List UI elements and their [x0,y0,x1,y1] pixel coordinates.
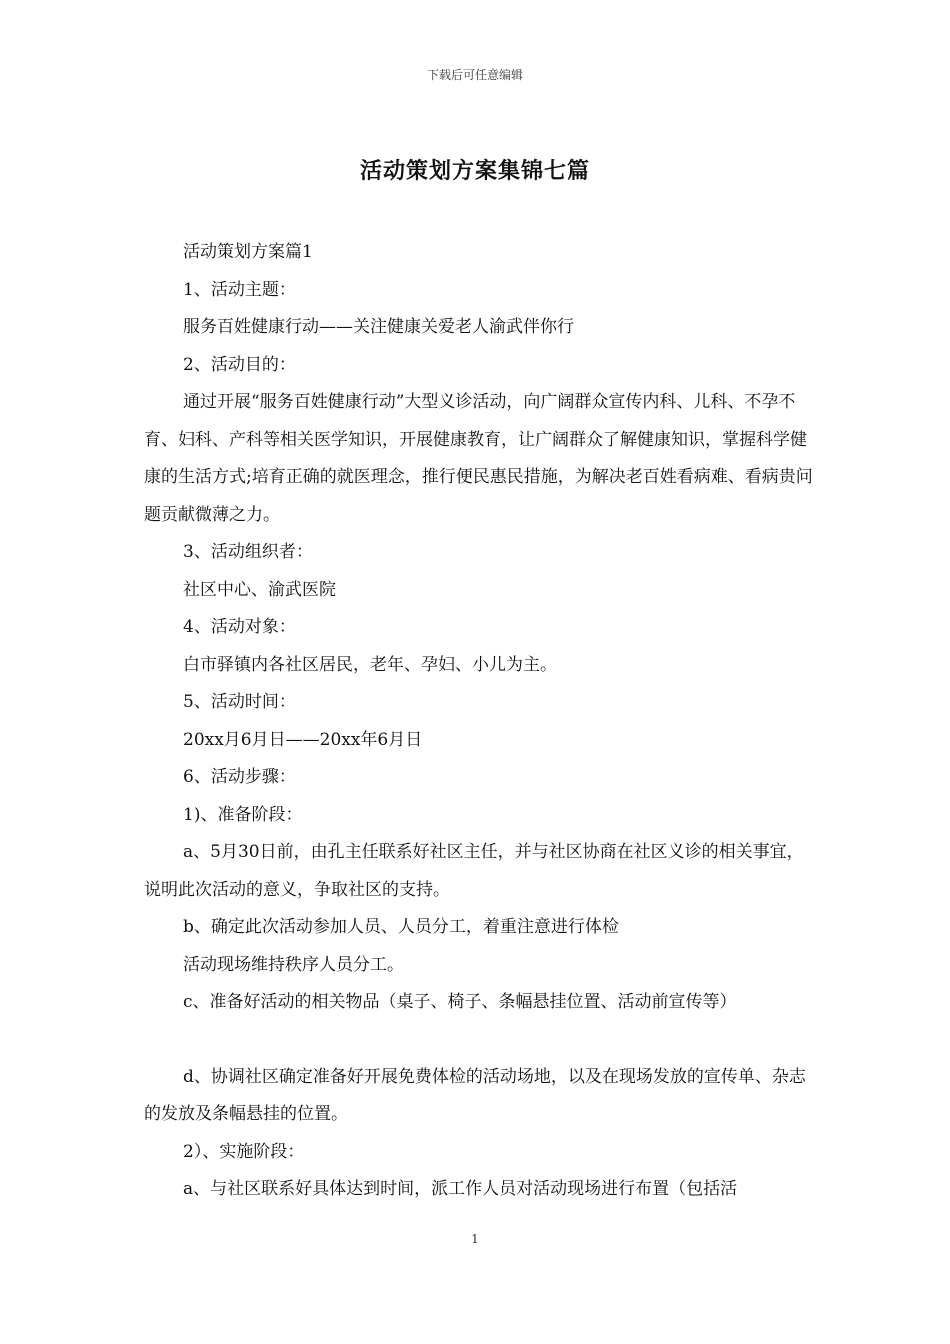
paragraph: 2）、实施阶段： [183,1141,305,1162]
paragraph: 3、活动组织者： [183,542,313,562]
paragraph: b、确定此次活动参加人员、人员分工，着重注意进行体检 [183,917,619,937]
document-body [144,234,814,1209]
paragraph: 白市驿镇内各社区居民，老年、孕妇、小儿为主。 [183,654,557,675]
section-heading: 活动策划方案篇1 [183,242,313,262]
download-note: 下载后可任意编辑 [426,68,523,82]
paragraph: 1)、准备阶段： [183,804,303,825]
paragraph: 5、活动时间： [183,692,296,712]
paragraph: d、协调社区确定准备好开展免费体检的活动场地，以及在现场发放的宣传单、杂志的发放及条幅悬挂的位置。 [144,1066,806,1124]
paragraph: c、准备好活动的相关物品（桌子、椅子、条幅悬挂位置、活动前宣传等） [183,992,737,1012]
paragraph: a、5月30日前，由孔主任联系好社区主任，并与社区协商在社区义诊的相关事宜，说明此次活动的意义，争取社区的支持。 [144,842,804,900]
paragraph: 社区中心、渝武医院 [183,579,336,600]
paragraph: 服务百姓健康行动——关注健康关爱老人渝武伴你行 [183,317,574,337]
paragraph: 2、活动目的： [183,354,296,375]
paragraph: 6、活动步骤： [183,767,296,787]
paragraph: 20xx月6月日——20xx年6月日 [183,729,423,750]
paragraph: a、与社区联系好具体达到时间，派工作人员对活动现场进行布置（包括活 [183,1179,738,1199]
page-number: 1 [471,1232,479,1246]
paragraph: 活动现场维持秩序人员分工。 [183,954,404,975]
paragraph: 通过开展“服务百姓健康行动”大型义诊活动，向广阔群众宣传内科、儿科、不孕不育、妇科、产科等相关医学知识，开展健康教育，让广阔群众了解健康知识，掌握科学健康的生活方式;培育正确的就医理念，推行便民惠民措施，为解决老百姓看病难、看病贵问题贡献微薄之力。 [144,392,813,525]
document-title: 活动策划方案集锦七篇 [359,158,590,184]
paragraph: 4、活动对象： [183,617,296,637]
paragraph: 1、活动主题： [183,279,296,300]
